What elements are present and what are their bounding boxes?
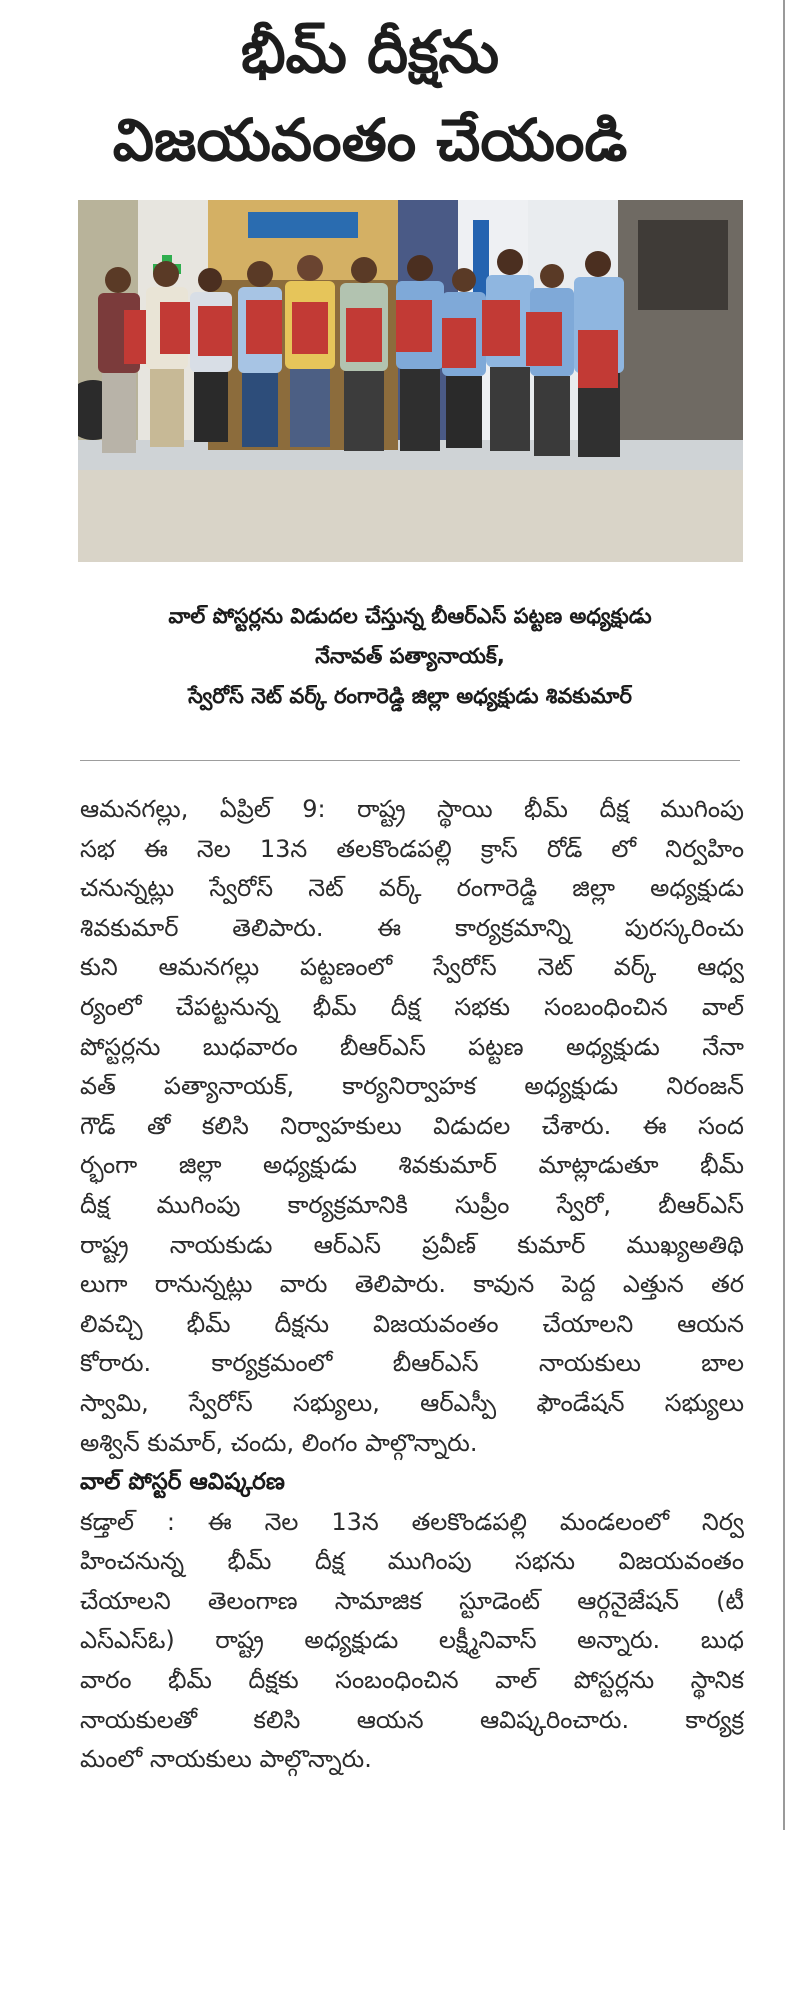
article-line: మంలో నాయకులు పాల్గొన్నారు. [80,1745,372,1774]
article-line: లివచ్చి భీమ్ దీక్షను విజయవంతం చేయాలని ఆయన [80,1309,744,1338]
article-line: నాయకులతో కలిసి ఆయన ఆవిష్కరించారు. కార్యక్ర [80,1705,744,1734]
article-line: గౌడ్ తో కలిసి నిర్వాహకులు విడుదల చేశారు. ఈ సంద [80,1111,744,1140]
article-line: కోరారు. కార్యక్రమంలో బీఆర్ఎస్ నాయకులు బాల [80,1349,744,1378]
article-line: హించనున్న భీమ్ దీక్ష ముగింపు సభను విజయవంతం [80,1547,744,1576]
article-line: సభ ఈ నెల 13న తలకొండపల్లి క్రాస్ రోడ్ లో నిర్వహిం [80,834,744,863]
article-body [80,790,744,1780]
article-subhead: వాల్ పోస్టర్ ఆవిష్కరణ [80,1469,285,1496]
article-line: ఆమనగల్లు, ఏప్రిల్ 9: రాష్ట్ర స్థాయి భీమ్ దీక్ష ముగింపు [80,795,744,823]
article-line: చనున్నట్లు స్వేరోస్ నెట్ వర్క్ రంగారెడ్డి జిల్లా అధ్యక్షుడు [80,874,744,903]
article-line: పోస్టర్లను బుధవారం బీఆర్ఎస్ పట్టణ అధ్యక్షుడు నేనా [80,1032,744,1061]
article-line: లుగా రానున్నట్లు వారు తెలిపారు. కావున పెద్ద ఎత్తున తర [80,1270,744,1299]
people-group [98,249,624,457]
headline-line-2: విజయవంతం చేయండి [112,106,628,174]
article-line: వారం భీమ్ దీక్షకు సంబంధించిన వాల్ పోస్టర్లను స్థానిక [80,1666,744,1695]
caption-line: నేనావత్ పత్యానాయక్, [315,644,505,668]
caption-separator [80,760,740,761]
article-line: రాష్ట్ర నాయకుడు ఆర్ఎస్ ప్రవీణ్ కుమార్ ముఖ్యఅతిథి [80,1230,744,1259]
article-line: దీక్ష ముగింపు కార్యక్రమానికి సుప్రీం స్వేరో, బీఆర్ఎస్ [80,1190,744,1219]
caption-line: వాల్ పోస్టర్లను విడుదల చేస్తున్న బీఆర్ఎస్ పట్టణ అధ్యక్షుడు [168,604,652,628]
article-line: ఎస్ఎస్ఓ) రాష్ట్ర అధ్యక్షుడు లక్ష్మీనివాస్ అన్నారు. బుధ [80,1626,744,1655]
article-line: శివకుమార్ తెలిపారు. ఈ కార్యక్రమాన్ని పురస్కరించు [80,913,744,942]
article-line: చేయాలని తెలంగాణ సామాజిక స్టూడెంట్ ఆర్గనైజేషన్ (టీ [80,1586,744,1615]
photo-caption [80,596,740,716]
column-rule [783,0,785,1830]
article-line: కడ్తాల్ : ఈ నెల 13న తలకొండపల్లి మండలంలో నిర్వ [80,1507,744,1536]
photo-illustration [78,200,743,562]
article-line: అశ్విన్ కుమార్, చందు, లింగం పాల్గొన్నారు. [80,1428,478,1457]
news-photo [78,200,743,562]
article-line: ర్భంగా జిల్లా అధ్యక్షుడు శివకుమార్ మాట్లాడుతూ భీమ్ [80,1151,744,1180]
article-line: వత్ పత్యానాయక్, కార్యనిర్వాహక అధ్యక్షుడు నిరంజన్ [80,1072,744,1101]
article-line: కుని ఆమనగల్లు పట్టణంలో స్వేరోస్ నెట్ వర్క్ ఆధ్వ [80,953,744,982]
article-line: స్వామి, స్వేరోస్ సభ్యులు, ఆర్ఎస్పీ ఫౌండేషన్ సభ్యులు [80,1388,744,1417]
article-line: ర్యంలో చేపట్టనున్న భీమ్ దీక్ష సభకు సంబంధించిన వాల్ [80,992,744,1021]
caption-line: స్వేరోస్ నెట్ వర్క్ రంగారెడ్డి జిల్లా అధ్యక్షుడు శివకుమార్ [188,684,632,708]
headline-line-1: భీమ్ దీక్షను [240,18,500,86]
